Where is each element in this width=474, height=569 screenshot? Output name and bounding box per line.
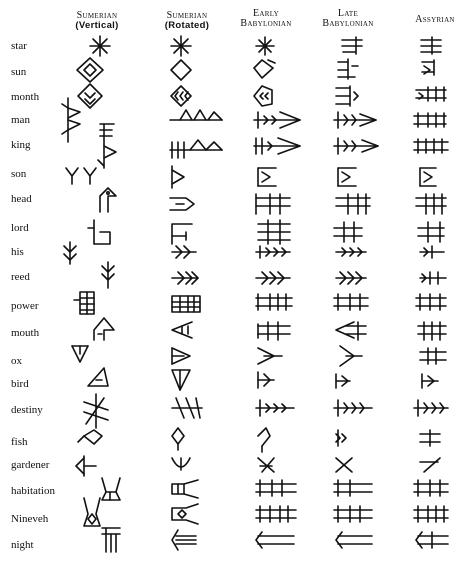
night-assyrian-sign — [416, 532, 448, 548]
bird-sumerian-rotated-sign — [172, 370, 190, 390]
star-sumerian-vertical-sign — [90, 36, 110, 56]
his-late-babylonian-sign — [336, 248, 366, 256]
fish-assyrian-sign — [420, 430, 440, 446]
bird-sumerian-vertical-sign — [88, 368, 108, 386]
his-sumerian-vertical-sign — [64, 242, 76, 264]
king-early-babylonian-sign — [254, 138, 300, 154]
head-late-babylonian-sign — [336, 194, 370, 214]
ox-sumerian-rotated-sign — [172, 348, 190, 364]
word-nineveh: Nineveh — [11, 513, 49, 525]
son-late-babylonian-sign — [338, 168, 356, 186]
word-lord: lord — [11, 222, 29, 234]
reed-assyrian-sign — [420, 272, 446, 284]
word-star: star — [11, 40, 27, 52]
ox-late-babylonian-sign — [340, 346, 362, 366]
destiny-late-babylonian-sign — [334, 400, 372, 416]
man-sumerian-vertical-sign — [62, 98, 80, 142]
lord-sumerian-rotated-sign — [172, 224, 192, 244]
bird-assyrian-sign — [422, 374, 438, 388]
fish-early-babylonian-sign — [258, 428, 270, 452]
man-assyrian-sign — [414, 113, 446, 127]
king-sumerian-vertical-sign — [98, 124, 116, 168]
sun-early-babylonian-sign — [254, 60, 275, 78]
header-line: Assyrian — [415, 14, 455, 25]
header-line: Babylonian — [240, 18, 292, 29]
sun-sumerian-rotated-sign — [171, 60, 191, 80]
power-sumerian-rotated-sign — [172, 296, 200, 312]
ox-early-babylonian-sign — [258, 348, 282, 364]
word-sun: sun — [11, 66, 27, 78]
destiny-early-babylonian-sign — [256, 400, 294, 416]
destiny-sumerian-rotated-sign — [172, 398, 202, 418]
word-bird: bird — [11, 378, 29, 390]
nineveh-early-babylonian-sign — [256, 506, 296, 522]
mouth-early-babylonian-sign — [258, 322, 290, 340]
fish-late-babylonian-sign — [336, 430, 346, 446]
power-assyrian-sign — [416, 294, 446, 310]
king-sumerian-rotated-sign — [170, 140, 222, 158]
bird-early-babylonian-sign — [258, 372, 274, 388]
star-late-babylonian-sign — [342, 37, 362, 54]
man-late-babylonian-sign — [334, 112, 376, 128]
gardener-assyrian-sign — [420, 458, 440, 472]
nineveh-assyrian-sign — [414, 506, 448, 522]
bird-late-babylonian-sign — [336, 374, 350, 388]
power-early-babylonian-sign — [256, 294, 292, 310]
power-sumerian-vertical-sign — [74, 292, 94, 314]
head-assyrian-sign — [416, 194, 446, 214]
man-sumerian-rotated-sign — [170, 110, 222, 120]
habitation-sumerian-rotated-sign — [172, 480, 198, 498]
nineveh-sumerian-vertical-sign — [84, 498, 100, 526]
habitation-assyrian-sign — [414, 480, 448, 496]
month-sumerian-vertical-sign — [78, 84, 102, 108]
word-reed: reed — [11, 271, 30, 283]
night-sumerian-rotated-sign — [172, 530, 196, 550]
word-fish: fish — [11, 436, 28, 448]
gardener-early-babylonian-sign — [258, 458, 274, 472]
header-line: Babylonian — [322, 18, 374, 29]
word-his: his — [11, 246, 24, 258]
word-son: son — [11, 168, 27, 180]
lord-assyrian-sign — [418, 222, 444, 242]
month-sumerian-rotated-sign — [171, 86, 191, 106]
month-early-babylonian-sign — [254, 86, 272, 106]
mouth-assyrian-sign — [418, 322, 446, 340]
night-late-babylonian-sign — [336, 532, 372, 548]
word-king: king — [11, 139, 31, 151]
his-early-babylonian-sign — [256, 246, 290, 258]
word-man: man — [11, 114, 30, 126]
word-power: power — [11, 300, 39, 312]
habitation-sumerian-vertical-sign — [102, 478, 120, 500]
king-late-babylonian-sign — [334, 138, 378, 154]
son-sumerian-rotated-sign — [172, 166, 184, 188]
gardener-sumerian-vertical-sign — [76, 456, 96, 476]
his-sumerian-rotated-sign — [172, 246, 196, 258]
son-early-babylonian-sign — [258, 168, 276, 186]
son-assyrian-sign — [420, 168, 436, 186]
star-sumerian-rotated-sign — [171, 36, 191, 56]
lord-sumerian-vertical-sign — [88, 220, 110, 244]
lord-late-babylonian-sign — [334, 222, 362, 242]
sun-assyrian-sign — [422, 60, 434, 75]
header-line: Sumerian — [76, 10, 118, 21]
head-sumerian-rotated-sign — [170, 198, 194, 210]
word-mouth: mouth — [11, 327, 40, 339]
reed-early-babylonian-sign — [256, 272, 290, 284]
head-sumerian-vertical-sign — [100, 188, 116, 212]
ox-sumerian-vertical-sign — [72, 346, 88, 362]
destiny-assyrian-sign — [414, 400, 448, 416]
ox-assyrian-sign — [420, 348, 446, 364]
mouth-sumerian-rotated-sign — [172, 322, 192, 338]
habitation-late-babylonian-sign — [334, 480, 372, 496]
fish-sumerian-vertical-sign — [78, 430, 102, 444]
gardener-late-babylonian-sign — [336, 458, 352, 472]
reed-sumerian-vertical-sign — [102, 262, 114, 288]
month-late-babylonian-sign — [336, 86, 358, 106]
word-destiny: destiny — [11, 404, 43, 416]
night-early-babylonian-sign — [256, 532, 294, 548]
head-early-babylonian-sign — [256, 194, 290, 214]
word-night: night — [11, 539, 34, 551]
mouth-sumerian-vertical-sign — [94, 318, 114, 340]
lord-early-babylonian-sign — [258, 220, 290, 244]
word-gardener: gardener — [11, 459, 50, 471]
header-line: Late — [337, 8, 359, 19]
month-assyrian-sign — [416, 87, 446, 101]
nineveh-late-babylonian-sign — [334, 506, 372, 522]
man-early-babylonian-sign — [254, 112, 300, 128]
header-line: Early — [253, 8, 279, 19]
night-sumerian-vertical-sign — [102, 528, 120, 552]
fish-sumerian-rotated-sign — [172, 428, 184, 450]
power-late-babylonian-sign — [334, 294, 368, 310]
gardener-sumerian-rotated-sign — [172, 458, 190, 470]
reed-late-babylonian-sign — [336, 272, 366, 284]
header-line: (Vertical) — [75, 20, 119, 31]
word-habitation: habitation — [11, 485, 55, 497]
his-assyrian-sign — [420, 246, 444, 258]
son-sumerian-vertical-sign — [66, 168, 96, 184]
habitation-early-babylonian-sign — [256, 480, 296, 496]
sun-late-babylonian-sign — [338, 59, 358, 79]
star-assyrian-sign — [421, 37, 441, 54]
king-assyrian-sign — [414, 139, 448, 153]
word-ox: ox — [11, 355, 22, 367]
destiny-sumerian-vertical-sign — [84, 394, 108, 428]
reed-sumerian-rotated-sign — [172, 272, 198, 284]
nineveh-sumerian-rotated-sign — [172, 504, 198, 524]
word-head: head — [11, 193, 32, 205]
word-month: month — [11, 91, 40, 103]
sun-sumerian-vertical-sign — [77, 58, 103, 82]
header-line: Sumerian — [166, 10, 208, 21]
mouth-late-babylonian-sign — [336, 322, 366, 340]
star-early-babylonian-sign — [256, 37, 274, 55]
header-line: (Rotated) — [164, 20, 210, 31]
